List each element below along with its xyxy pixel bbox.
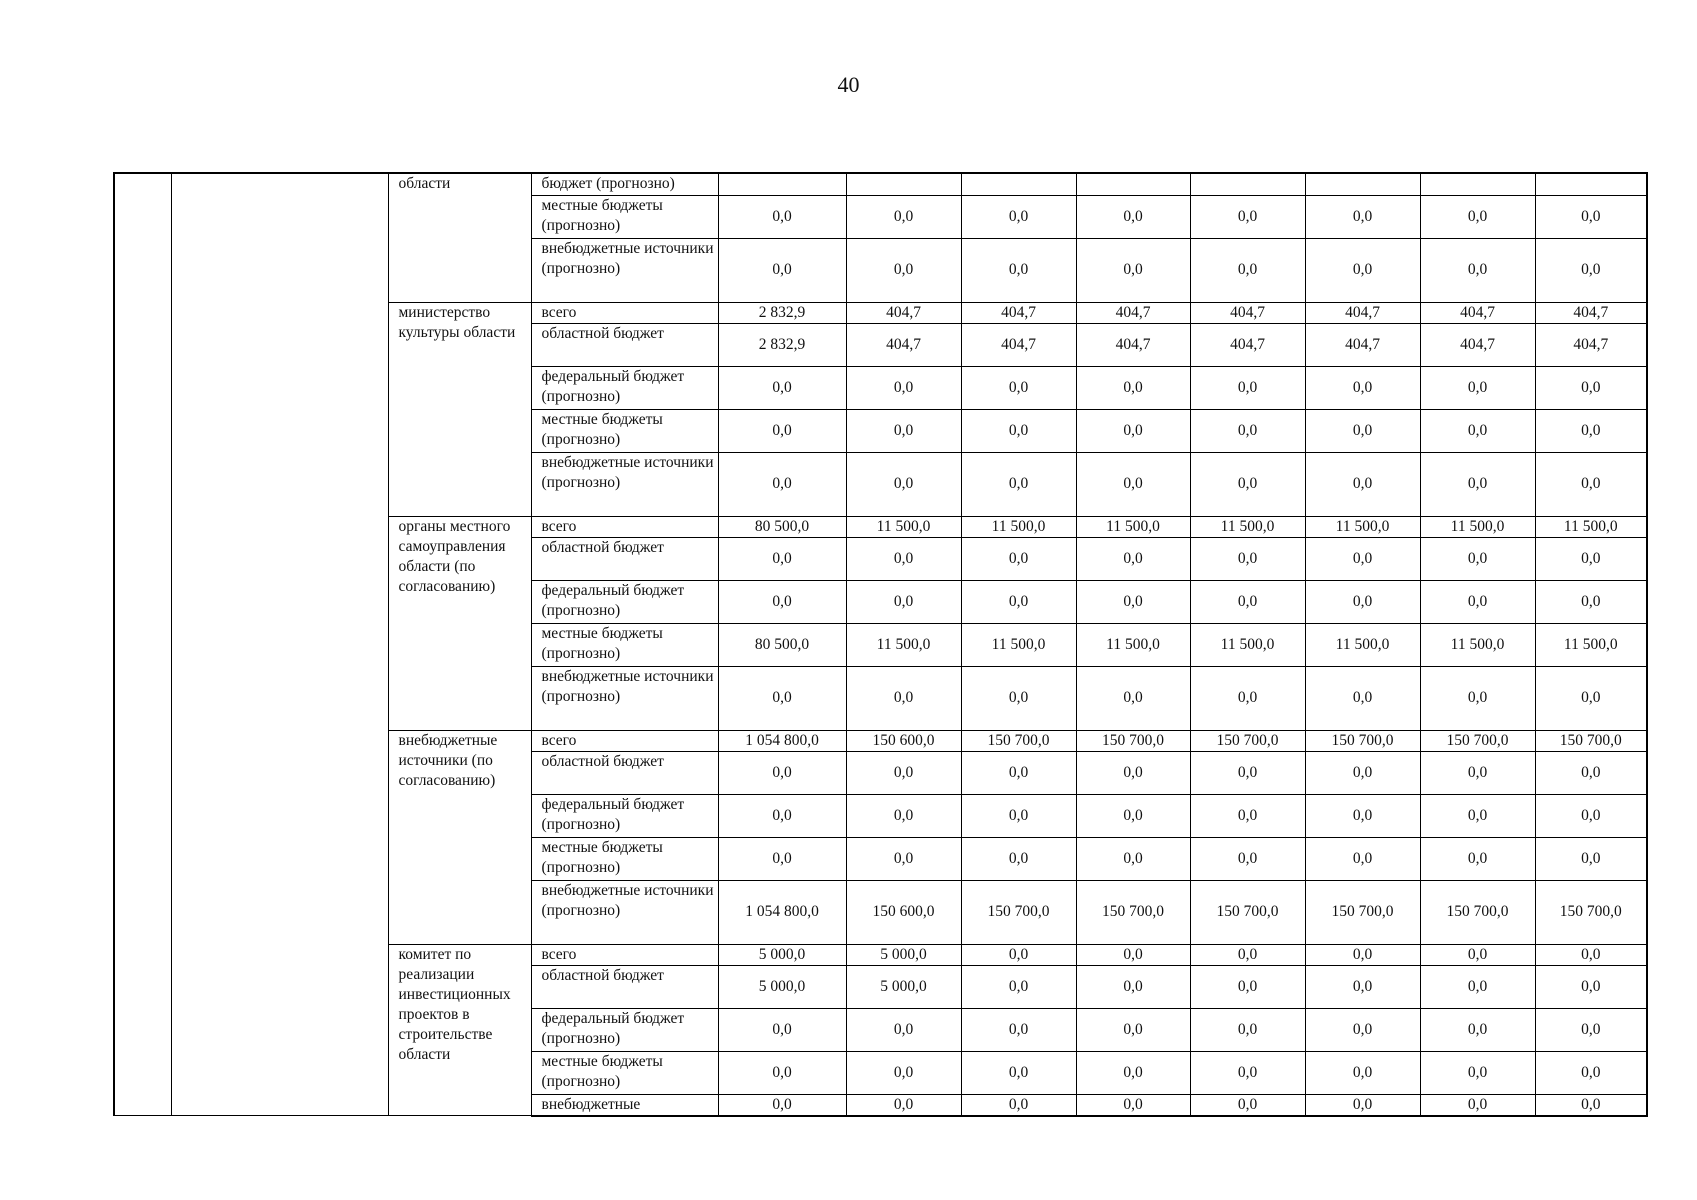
amount-cell: 0,0 — [1535, 1094, 1647, 1116]
amount-cell: 404,7 — [1305, 323, 1420, 366]
amount-cell: 0,0 — [961, 751, 1076, 794]
amount-cell: 0,0 — [718, 366, 846, 409]
amount-cell: 150 700,0 — [1420, 730, 1535, 751]
amount-cell: 404,7 — [846, 323, 961, 366]
amount-cell: 0,0 — [1420, 1094, 1535, 1116]
amount-cell: 0,0 — [961, 366, 1076, 409]
amount-cell: 150 700,0 — [1076, 730, 1190, 751]
amount-cell: 0,0 — [846, 366, 961, 409]
funding-source-cell: местные бюджеты (прогнозно) — [531, 409, 718, 452]
amount-cell: 150 700,0 — [1305, 730, 1420, 751]
amount-cell: 0,0 — [718, 1094, 846, 1116]
amount-cell: 0,0 — [1190, 944, 1305, 965]
amount-cell: 11 500,0 — [1305, 516, 1420, 537]
amount-cell — [961, 173, 1076, 195]
funding-source-cell: федеральный бюджет (прогнозно) — [531, 366, 718, 409]
amount-cell: 11 500,0 — [846, 623, 961, 666]
amount-cell: 0,0 — [961, 944, 1076, 965]
amount-cell: 150 700,0 — [1190, 730, 1305, 751]
amount-cell: 0,0 — [846, 666, 961, 730]
funding-source-cell: внебюджетные источники (прогнозно) — [531, 666, 718, 730]
funding-source-cell: областной бюджет — [531, 965, 718, 1008]
amount-cell: 0,0 — [1305, 238, 1420, 302]
amount-cell: 0,0 — [1535, 537, 1647, 580]
amount-cell: 11 500,0 — [961, 623, 1076, 666]
amount-cell: 404,7 — [1420, 323, 1535, 366]
amount-cell: 0,0 — [1535, 944, 1647, 965]
amount-cell: 11 500,0 — [961, 516, 1076, 537]
amount-cell: 0,0 — [961, 409, 1076, 452]
amount-cell: 404,7 — [1076, 302, 1190, 323]
amount-cell: 0,0 — [1305, 1008, 1420, 1051]
amount-cell: 0,0 — [1190, 751, 1305, 794]
amount-cell: 150 700,0 — [1076, 880, 1190, 944]
amount-cell: 0,0 — [961, 1094, 1076, 1116]
funding-source-cell: внебюджетные источники (прогнозно) — [531, 238, 718, 302]
amount-cell: 11 500,0 — [1420, 623, 1535, 666]
amount-cell: 0,0 — [1305, 837, 1420, 880]
funding-source-cell: внебюджетные источники (прогнозно) — [531, 880, 718, 944]
amount-cell: 0,0 — [961, 452, 1076, 516]
amount-cell: 150 700,0 — [1305, 880, 1420, 944]
name-column-cell — [171, 173, 388, 1116]
amount-cell: 0,0 — [1305, 409, 1420, 452]
amount-cell: 150 600,0 — [846, 880, 961, 944]
amount-cell: 0,0 — [961, 666, 1076, 730]
amount-cell: 0,0 — [1190, 1094, 1305, 1116]
amount-cell: 150 700,0 — [1190, 880, 1305, 944]
amount-cell: 0,0 — [961, 537, 1076, 580]
amount-cell: 0,0 — [961, 195, 1076, 238]
amount-cell: 0,0 — [1535, 1008, 1647, 1051]
amount-cell: 0,0 — [1420, 366, 1535, 409]
amount-cell: 0,0 — [1420, 409, 1535, 452]
amount-cell: 0,0 — [718, 666, 846, 730]
amount-cell: 0,0 — [1535, 837, 1647, 880]
amount-cell: 0,0 — [1420, 751, 1535, 794]
executor-cell: министерство культуры области — [388, 302, 531, 516]
funding-source-cell: внебюджетные источники (прогнозно) — [531, 452, 718, 516]
amount-cell: 0,0 — [1535, 666, 1647, 730]
amount-cell: 11 500,0 — [1535, 623, 1647, 666]
amount-cell: 0,0 — [1190, 1008, 1305, 1051]
amount-cell: 0,0 — [1535, 794, 1647, 837]
amount-cell: 0,0 — [1305, 1094, 1420, 1116]
amount-cell: 80 500,0 — [718, 623, 846, 666]
funding-source-cell: всего — [531, 516, 718, 537]
amount-cell: 0,0 — [1076, 580, 1190, 623]
amount-cell: 0,0 — [961, 238, 1076, 302]
amount-cell: 0,0 — [718, 537, 846, 580]
amount-cell: 404,7 — [1535, 323, 1647, 366]
amount-cell: 0,0 — [1076, 537, 1190, 580]
amount-cell: 0,0 — [1190, 537, 1305, 580]
funding-source-cell: всего — [531, 944, 718, 965]
amount-cell: 404,7 — [1535, 302, 1647, 323]
amount-cell: 0,0 — [1420, 1008, 1535, 1051]
amount-cell: 0,0 — [1190, 452, 1305, 516]
amount-cell: 0,0 — [1420, 238, 1535, 302]
amount-cell: 0,0 — [961, 1008, 1076, 1051]
amount-cell: 0,0 — [846, 1094, 961, 1116]
amount-cell: 11 500,0 — [1076, 516, 1190, 537]
amount-cell: 0,0 — [1076, 666, 1190, 730]
amount-cell: 0,0 — [1305, 944, 1420, 965]
amount-cell: 150 600,0 — [846, 730, 961, 751]
amount-cell: 0,0 — [846, 409, 961, 452]
amount-cell: 404,7 — [1190, 323, 1305, 366]
amount-cell: 404,7 — [1076, 323, 1190, 366]
amount-cell: 11 500,0 — [846, 516, 961, 537]
amount-cell: 0,0 — [846, 537, 961, 580]
funding-source-cell: внебюджетные — [531, 1094, 718, 1116]
amount-cell: 0,0 — [1535, 1051, 1647, 1094]
amount-cell: 0,0 — [1535, 965, 1647, 1008]
amount-cell: 11 500,0 — [1190, 623, 1305, 666]
amount-cell: 0,0 — [846, 1008, 961, 1051]
amount-cell: 0,0 — [718, 409, 846, 452]
amount-cell: 0,0 — [1420, 1051, 1535, 1094]
amount-cell: 404,7 — [846, 302, 961, 323]
funding-source-cell: местные бюджеты (прогнозно) — [531, 623, 718, 666]
amount-cell: 80 500,0 — [718, 516, 846, 537]
amount-cell: 0,0 — [961, 794, 1076, 837]
amount-cell: 1 054 800,0 — [718, 730, 846, 751]
amount-cell: 150 700,0 — [961, 880, 1076, 944]
funding-source-cell: всего — [531, 730, 718, 751]
amount-cell: 0,0 — [1535, 452, 1647, 516]
funding-source-cell: федеральный бюджет (прогнозно) — [531, 580, 718, 623]
executor-cell: внебюджетные источники (по согласованию) — [388, 730, 531, 944]
amount-cell: 0,0 — [846, 837, 961, 880]
amount-cell: 0,0 — [1076, 1051, 1190, 1094]
amount-cell: 0,0 — [1076, 195, 1190, 238]
amount-cell: 404,7 — [961, 323, 1076, 366]
table-body — [114, 173, 1647, 1116]
amount-cell — [1420, 173, 1535, 195]
amount-cell: 0,0 — [846, 1051, 961, 1094]
amount-cell — [1535, 173, 1647, 195]
amount-cell: 0,0 — [1305, 794, 1420, 837]
amount-cell: 0,0 — [1076, 366, 1190, 409]
amount-cell: 11 500,0 — [1420, 516, 1535, 537]
amount-cell: 0,0 — [961, 837, 1076, 880]
amount-cell: 0,0 — [1190, 366, 1305, 409]
amount-cell: 0,0 — [1305, 452, 1420, 516]
amount-cell: 0,0 — [1305, 537, 1420, 580]
funding-source-cell: местные бюджеты (прогнозно) — [531, 1051, 718, 1094]
executor-cell: комитет по реализации инвестиционных проектов в строительстве области — [388, 944, 531, 1116]
amount-cell: 0,0 — [1535, 409, 1647, 452]
amount-cell: 0,0 — [1535, 580, 1647, 623]
amount-cell: 150 700,0 — [1535, 730, 1647, 751]
amount-cell: 0,0 — [1305, 965, 1420, 1008]
amount-cell: 0,0 — [1535, 366, 1647, 409]
amount-cell: 0,0 — [718, 1008, 846, 1051]
amount-cell: 0,0 — [1305, 580, 1420, 623]
amount-cell: 0,0 — [718, 794, 846, 837]
amount-cell: 0,0 — [1076, 944, 1190, 965]
funding-source-cell: областной бюджет — [531, 537, 718, 580]
amount-cell: 0,0 — [1190, 965, 1305, 1008]
amount-cell: 0,0 — [1305, 666, 1420, 730]
amount-cell: 0,0 — [1190, 195, 1305, 238]
amount-cell: 0,0 — [1076, 409, 1190, 452]
amount-cell: 0,0 — [846, 794, 961, 837]
amount-cell: 0,0 — [1190, 666, 1305, 730]
amount-cell: 0,0 — [1420, 195, 1535, 238]
amount-cell — [1190, 173, 1305, 195]
amount-cell: 0,0 — [1076, 452, 1190, 516]
amount-cell: 0,0 — [1420, 666, 1535, 730]
amount-cell: 0,0 — [1190, 794, 1305, 837]
amount-cell: 0,0 — [1305, 366, 1420, 409]
amount-cell: 5 000,0 — [718, 965, 846, 1008]
number-column-cell — [114, 173, 171, 1116]
amount-cell: 0,0 — [1535, 751, 1647, 794]
amount-cell: 0,0 — [1420, 837, 1535, 880]
amount-cell: 2 832,9 — [718, 302, 846, 323]
amount-cell: 0,0 — [1305, 195, 1420, 238]
amount-cell: 11 500,0 — [1535, 516, 1647, 537]
amount-cell: 0,0 — [718, 837, 846, 880]
amount-cell: 0,0 — [1190, 837, 1305, 880]
amount-cell: 5 000,0 — [718, 944, 846, 965]
executor-cell: области — [388, 173, 531, 302]
amount-cell: 0,0 — [1420, 537, 1535, 580]
amount-cell: 150 700,0 — [961, 730, 1076, 751]
amount-cell: 0,0 — [1076, 837, 1190, 880]
amount-cell: 0,0 — [1076, 965, 1190, 1008]
amount-cell: 11 500,0 — [1305, 623, 1420, 666]
amount-cell: 0,0 — [846, 238, 961, 302]
amount-cell: 0,0 — [718, 238, 846, 302]
amount-cell: 0,0 — [1076, 1094, 1190, 1116]
budget-table — [113, 172, 1648, 1117]
amount-cell: 0,0 — [1535, 238, 1647, 302]
amount-cell: 0,0 — [846, 751, 961, 794]
amount-cell: 0,0 — [718, 1051, 846, 1094]
table-row — [114, 173, 1647, 195]
amount-cell: 0,0 — [1190, 1051, 1305, 1094]
amount-cell: 0,0 — [1420, 452, 1535, 516]
amount-cell: 0,0 — [1535, 195, 1647, 238]
amount-cell: 0,0 — [1190, 409, 1305, 452]
amount-cell: 0,0 — [718, 195, 846, 238]
amount-cell — [1305, 173, 1420, 195]
amount-cell: 0,0 — [1076, 794, 1190, 837]
amount-cell: 0,0 — [1420, 944, 1535, 965]
amount-cell: 404,7 — [961, 302, 1076, 323]
amount-cell: 0,0 — [1076, 1008, 1190, 1051]
amount-cell: 0,0 — [846, 452, 961, 516]
amount-cell: 5 000,0 — [846, 944, 961, 965]
amount-cell: 0,0 — [1420, 580, 1535, 623]
amount-cell: 404,7 — [1420, 302, 1535, 323]
amount-cell: 0,0 — [1190, 238, 1305, 302]
amount-cell: 5 000,0 — [846, 965, 961, 1008]
amount-cell: 0,0 — [1420, 965, 1535, 1008]
amount-cell: 1 054 800,0 — [718, 880, 846, 944]
amount-cell — [1076, 173, 1190, 195]
amount-cell: 0,0 — [1305, 751, 1420, 794]
funding-source-cell: местные бюджеты (прогнозно) — [531, 195, 718, 238]
funding-source-cell: областной бюджет — [531, 323, 718, 366]
funding-source-cell: всего — [531, 302, 718, 323]
amount-cell: 0,0 — [846, 195, 961, 238]
amount-cell: 0,0 — [1305, 1051, 1420, 1094]
amount-cell: 0,0 — [718, 751, 846, 794]
amount-cell: 0,0 — [961, 580, 1076, 623]
funding-source-cell: федеральный бюджет (прогнозно) — [531, 1008, 718, 1051]
funding-source-cell: федеральный бюджет (прогнозно) — [531, 794, 718, 837]
amount-cell — [846, 173, 961, 195]
amount-cell: 11 500,0 — [1076, 623, 1190, 666]
amount-cell: 150 700,0 — [1420, 880, 1535, 944]
amount-cell: 0,0 — [1076, 751, 1190, 794]
funding-source-cell: местные бюджеты (прогнозно) — [531, 837, 718, 880]
page-number: 40 — [837, 72, 860, 97]
amount-cell: 0,0 — [1076, 238, 1190, 302]
amount-cell: 0,0 — [1420, 794, 1535, 837]
amount-cell: 0,0 — [961, 1051, 1076, 1094]
amount-cell: 0,0 — [718, 452, 846, 516]
amount-cell: 150 700,0 — [1535, 880, 1647, 944]
amount-cell: 11 500,0 — [1190, 516, 1305, 537]
funding-source-cell: областной бюджет — [531, 751, 718, 794]
amount-cell: 404,7 — [1305, 302, 1420, 323]
amount-cell: 0,0 — [961, 965, 1076, 1008]
amount-cell: 2 832,9 — [718, 323, 846, 366]
amount-cell — [718, 173, 846, 195]
amount-cell: 0,0 — [1190, 580, 1305, 623]
amount-cell: 0,0 — [846, 580, 961, 623]
amount-cell: 404,7 — [1190, 302, 1305, 323]
executor-cell: органы местного самоуправления области (по согласованию) — [388, 516, 531, 730]
funding-source-cell: бюджет (прогнозно) — [531, 173, 718, 195]
amount-cell: 0,0 — [718, 580, 846, 623]
